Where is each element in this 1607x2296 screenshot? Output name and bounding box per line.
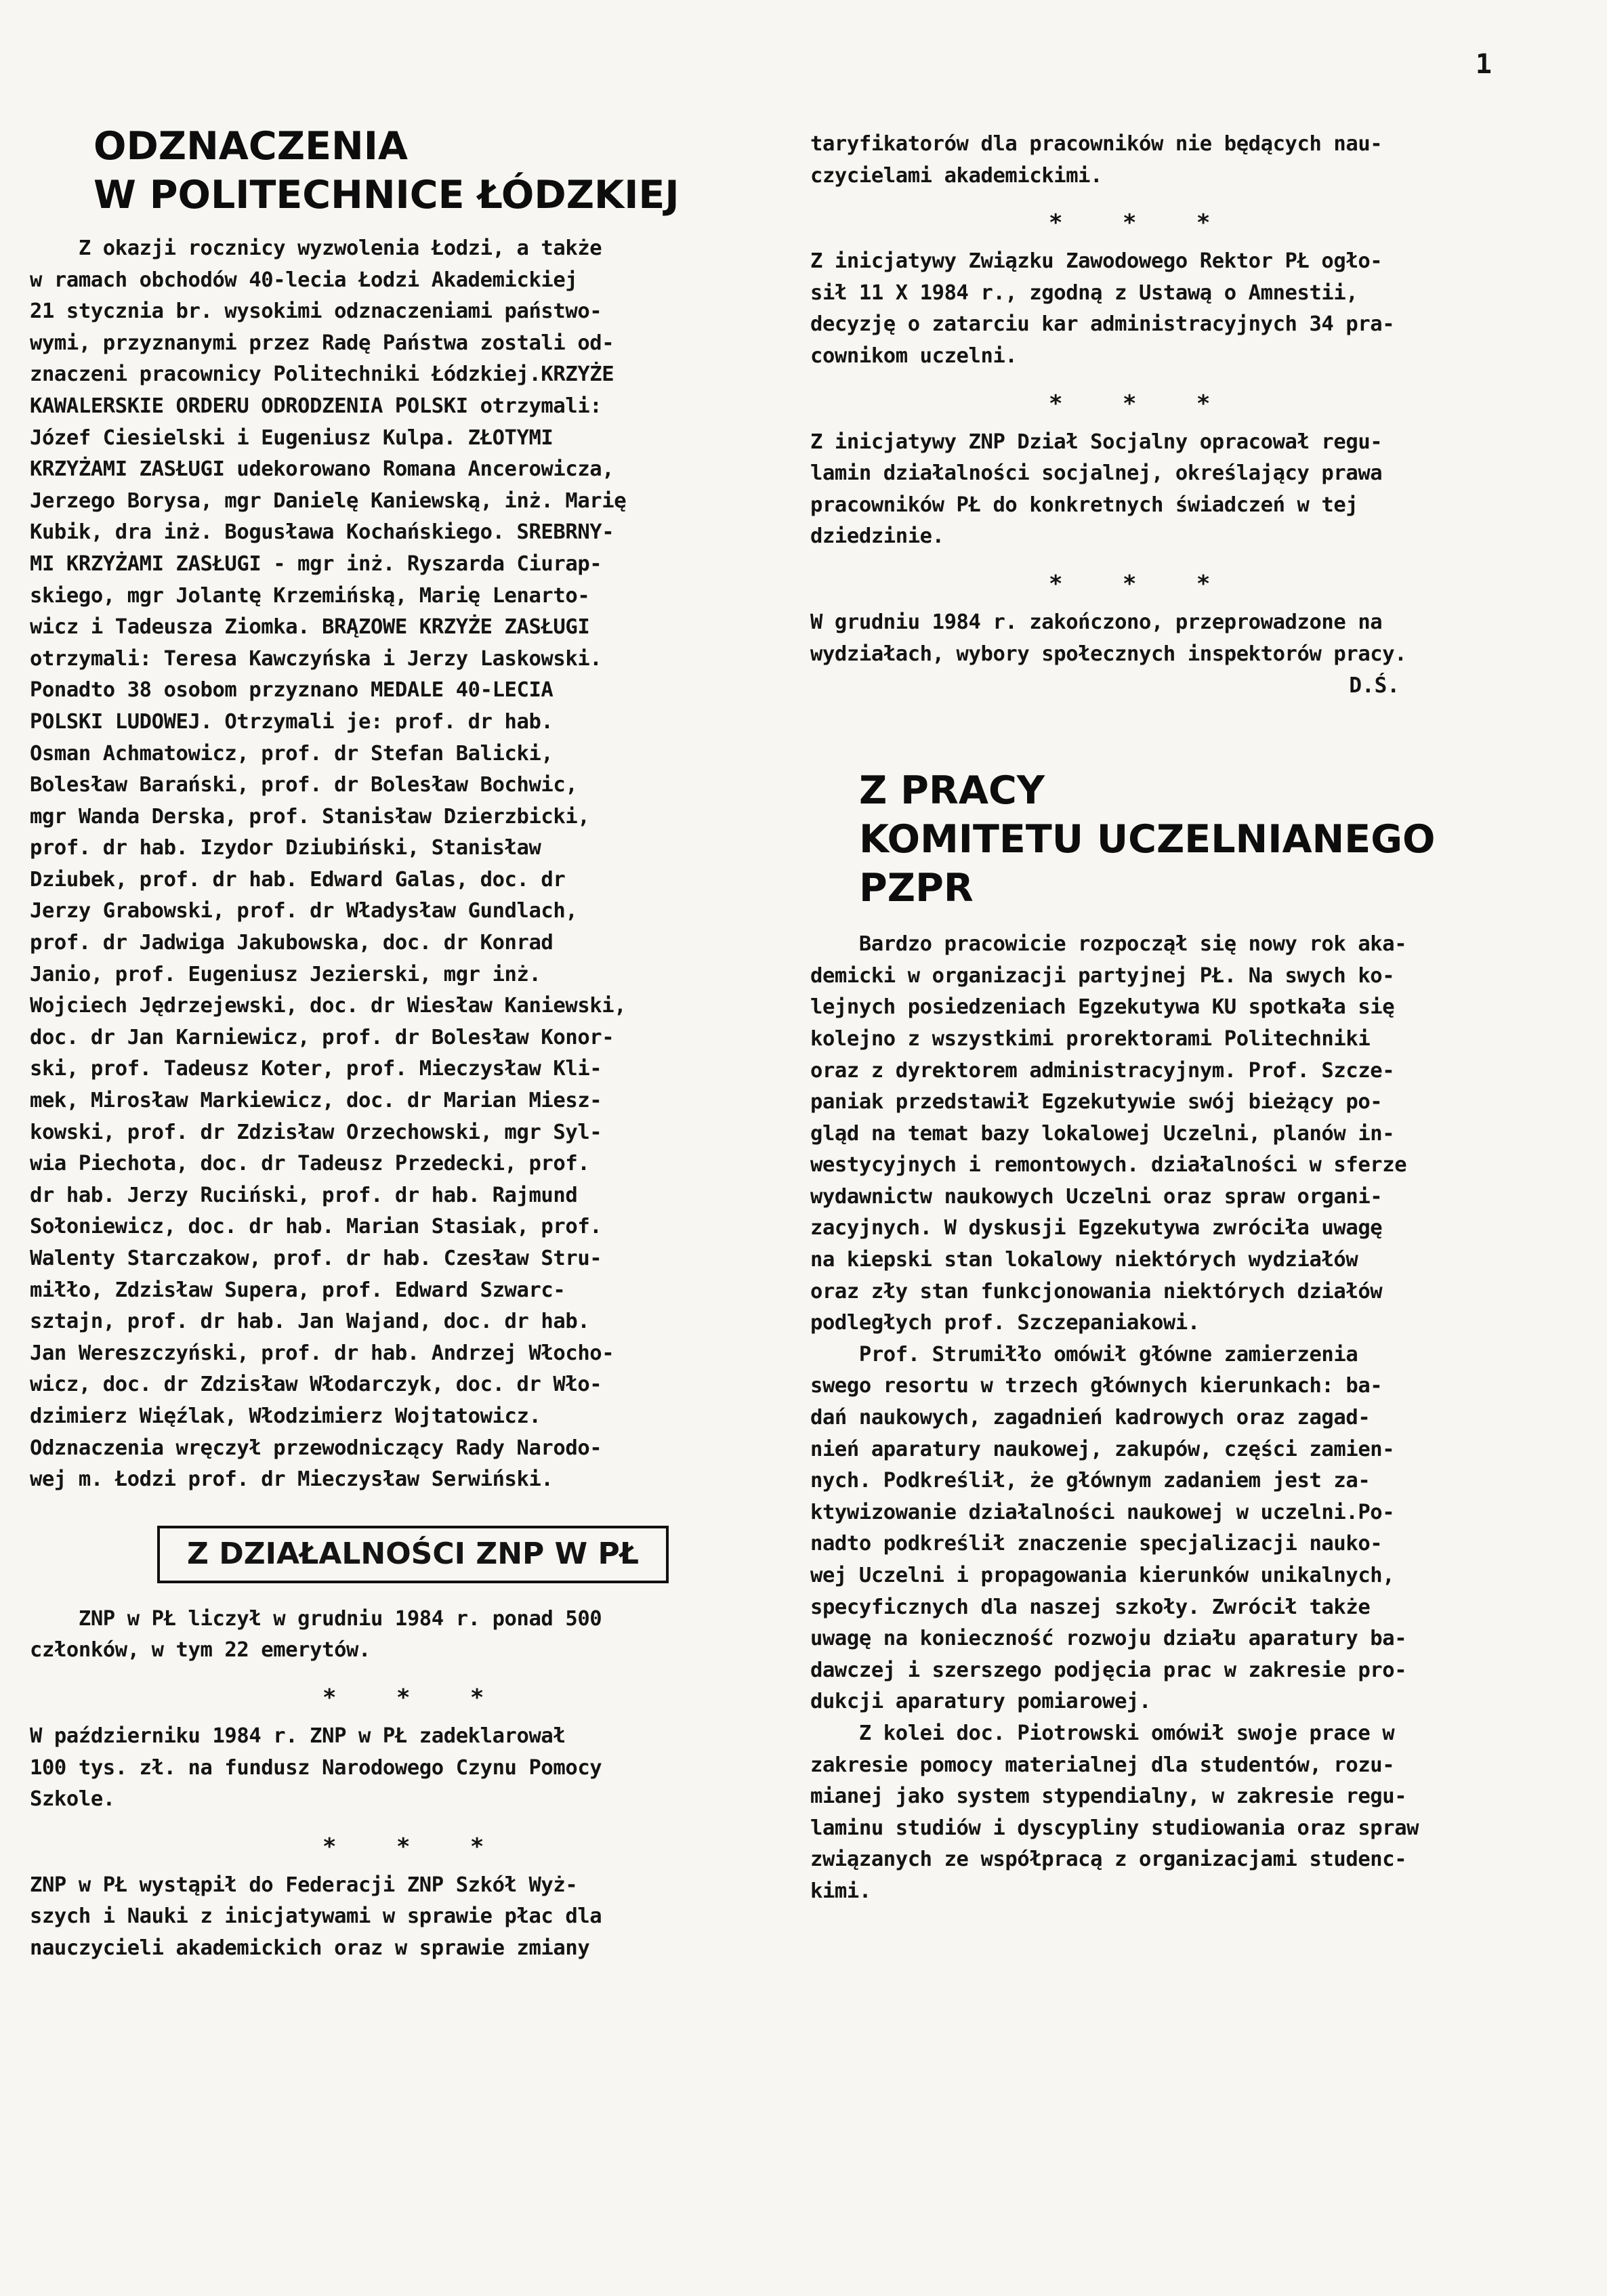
text-line: zacyjnych. W dyskusji Egzekutywa zwróciła uwagę: [810, 1216, 1383, 1240]
text-line: KAWALERSKIE ORDERU ODRODZENIA POLSKI otrzymali:: [30, 394, 602, 418]
text-line: znaczeni pracownicy Politechniki Łódzkiej.KRZYŻE: [30, 362, 614, 387]
text-line: Wojciech Jędrzejewski, doc. dr Wiesław Kaniewski,: [30, 994, 627, 1018]
left-column: [30, 122, 734, 1965]
text-line: Z okazji rocznicy wyzwolenia Łodzi, a także: [30, 236, 602, 260]
text-line: Z inicjatywy ZNP Dział Socjalny opracował regu-: [810, 430, 1383, 454]
text-line: Prof. Strumiłło omówił główne zamierzenia: [810, 1342, 1358, 1366]
text-line: na kiepski stan lokalowy niektórych wydziałów: [810, 1248, 1358, 1272]
text-line: ZNP w PŁ liczył w grudniu 1984 r. ponad 500: [30, 1606, 602, 1631]
text-line: westycyjnych i remontowych. działalności w sferze: [810, 1153, 1407, 1177]
text-line: taryfikatorów dla pracowników nie będących nau-: [810, 132, 1383, 156]
znp-paragraph-social: [810, 427, 1501, 553]
text-line: otrzymali: Teresa Kawczyńska i Jerzy Laskowski.: [30, 646, 602, 671]
text-line: Z kolei doc. Piotrowski omówił swoje prace w: [810, 1721, 1395, 1745]
text-line: oraz zły stan funkcjonowania niektórych działów: [810, 1279, 1383, 1303]
text-line: Kubik, dra inż. Bogusława Kochańskiego. SREBRNY-: [30, 520, 614, 545]
text-line: prof. dr hab. Izydor Dziubiński, Stanisław: [30, 836, 541, 860]
title-line: W POLITECHNICE ŁÓDZKIEJ: [93, 173, 680, 217]
text-line: mianej jako system stypendialny, w zakresie regu-: [810, 1784, 1407, 1809]
text-line: ski, prof. Tadeusz Koter, prof. Mieczysław Kli-: [30, 1057, 602, 1081]
text-line: miłło, Zdzisław Supera, prof. Edward Szwarc-: [30, 1278, 566, 1302]
text-line: Walenty Starczakow, prof. dr hab. Czesław Stru-: [30, 1247, 602, 1270]
text-line: lejnych posiedzeniach Egzekutywa KU spotkała się: [810, 995, 1395, 1020]
text-line: paniak przedstawił Egzekutywie swój bieżący po-: [810, 1090, 1383, 1114]
text-line: członków, w tym 22 emerytów.: [30, 1638, 371, 1663]
text-line: W październiku 1984 r. ZNP w PŁ zadeklarował: [30, 1724, 566, 1748]
text-line: uwagę na konieczność rozwoju działu aparatury ba-: [810, 1627, 1407, 1651]
text-line: dań naukowych, zagadnień kadrowych oraz zagad-: [810, 1406, 1371, 1430]
text-line: dukcji aparatury pomiarowej.: [810, 1690, 1151, 1714]
znp-paragraph-donation: [30, 1721, 734, 1816]
title-line: Z PRACY: [859, 768, 1045, 814]
text-line: nadto podkreślił znaczenie specjalizacji nauko-: [810, 1532, 1383, 1556]
text-line: dawczej i szerszego podjęcia prac w zakresie pro-: [810, 1658, 1407, 1682]
text-line: decyzję o zatarciu kar administracyjnych 34 pra-: [810, 312, 1395, 337]
text-line: ktywizowanie działalności naukowej w uczelni.Po-: [810, 1500, 1395, 1524]
text-line: prof. dr Jadwiga Jakubowska, doc. dr Konrad: [30, 931, 554, 955]
text-line: MI KRZYŻAMI ZASŁUGI - mgr inż. Ryszarda Ciurap-: [30, 551, 602, 576]
title-line: PZPR: [859, 866, 974, 911]
text-line: nauczycieli akademickich oraz w sprawie zmiany: [30, 1936, 590, 1960]
text-line: sił 11 X 1984 r., zgodną z Ustawą o Amnestii,: [810, 280, 1358, 305]
text-line: Z inicjatywy Związku Zawodowego Rektor PŁ ogło-: [810, 249, 1383, 274]
article-body-odznaczenia: [30, 233, 734, 1496]
text-line: wymi, przyznanymi przez Radę Państwa zostali od-: [30, 331, 614, 355]
znp-paragraph-federation: [30, 1870, 734, 1965]
text-line: nych. Podkreślił, że głównym zadaniem jest za-: [810, 1469, 1371, 1493]
text-line: w ramach obchodów 40-lecia Łodzi Akademickiej: [30, 268, 578, 292]
article-title-odznaczenia: [93, 122, 734, 220]
text-line: gląd na temat bazy lokalowej Uczelni, planów in-: [810, 1121, 1395, 1146]
text-line: Ponadto 38 osobom przyznano MEDALE 40-LECIA: [30, 678, 554, 703]
text-line: wydziałach, wybory społecznych inspektorów pracy.: [810, 642, 1407, 666]
section-title-znp: Z DZIAŁALNOŚCI ZNP W PŁ: [157, 1526, 669, 1583]
right-column: [810, 129, 1501, 1908]
text-line: 100 tys. zł. na fundusz Narodowego Czynu Pomocy: [30, 1755, 602, 1780]
text-line: mek, Mirosław Markiewicz, doc. dr Marian Miesz-: [30, 1089, 602, 1113]
section-separator-stars: * * *: [322, 1684, 507, 1711]
text-line: POLSKI LUDOWEJ. Otrzymali je: prof. dr hab.: [30, 709, 554, 734]
text-line: wicz, doc. dr Zdzisław Włodarczyk, doc. dr Wło-: [30, 1373, 602, 1397]
text-line: laminu studiów i dyscypliny studiowania oraz spraw: [810, 1816, 1419, 1840]
text-line: doc. dr Jan Karniewicz, prof. dr Bolesław Konor-: [30, 1025, 614, 1049]
page-number: 1: [1475, 49, 1492, 80]
text-line: ZNP w PŁ wystąpił do Federacji ZNP Szkół Wyż-: [30, 1873, 578, 1897]
text-line: dzimierz Więźlak, Włodzimierz Wojtatowicz.: [30, 1404, 541, 1428]
text-line: Janio, prof. Eugeniusz Jezierski, mgr inż.: [30, 962, 541, 986]
article-body-komitet: [810, 929, 1501, 1907]
text-line: szych i Nauki z inicjatywami w sprawie płac dla: [30, 1904, 602, 1929]
text-line: kowski, prof. dr Zdzisław Orzechowski, mgr Syl-: [30, 1120, 602, 1144]
text-line: oraz z dyrektorem administracyjnym. Prof. Szcze-: [810, 1058, 1395, 1083]
text-line: nień aparatury naukowej, zakupów, części zamien-: [810, 1437, 1395, 1461]
text-line: demicki w organizacji partyjnej PŁ. Na swych ko-: [810, 963, 1395, 988]
text-line: wicz i Tadeusza Ziomka. BRĄZOWE KRZYŻE ZASŁUGI: [30, 615, 590, 640]
text-line: czycielami akademickimi.: [810, 163, 1103, 188]
article-title-komitet: [859, 766, 1501, 913]
text-line: Odznaczenia wręczył przewodniczący Rady Narodo-: [30, 1436, 602, 1460]
section-separator-stars: * * *: [1049, 570, 1234, 598]
text-line: wej m. Łodzi prof. dr Mieczysław Serwiński.: [30, 1467, 554, 1492]
text-line: Jerzy Grabowski, prof. dr Władysław Gundlach,: [30, 899, 578, 923]
title-line: KOMITETU UCZELNIANEGO: [859, 817, 1436, 862]
text-line: KRZYŻAMI ZASŁUGI udekorowano Romana Ancerowicza,: [30, 457, 614, 482]
text-line: cownikom uczelni.: [810, 343, 1018, 368]
text-line: dziedzinie.: [810, 524, 944, 549]
text-line: Dziubek, prof. dr hab. Edward Galas, doc. dr: [30, 867, 566, 892]
text-line: dr hab. Jerzy Ruciński, prof. dr hab. Rajmund: [30, 1183, 578, 1207]
author-signature: D.Ś.: [1349, 673, 1400, 698]
text-line: lamin działalności socjalnej, określający prawa: [810, 461, 1383, 486]
text-line: Bardzo pracowicie rozpoczął się nowy rok aka-: [810, 932, 1407, 957]
text-line: Józef Ciesielski i Eugeniusz Kulpa. ZŁOTYMI: [30, 425, 554, 450]
text-line: skiego, mgr Jolantę Krzemińską, Marię Lenarto-: [30, 583, 590, 608]
text-line: Szkole.: [30, 1787, 115, 1812]
text-line: związanych ze współpracą z organizacjami studenc-: [810, 1848, 1407, 1872]
text-line: Sołoniewicz, doc. dr hab. Marian Stasiak, prof.: [30, 1215, 602, 1239]
text-line: swego resortu w trzech głównych kierunkach: ba-: [810, 1374, 1383, 1398]
text-line: mgr Wanda Derska, prof. Stanisław Dzierzbicki,: [30, 804, 590, 829]
text-line: kimi.: [810, 1879, 871, 1903]
znp-paragraph-continuation: [810, 129, 1501, 192]
text-line: Osman Achmatowicz, prof. dr Stefan Balicki,: [30, 741, 554, 766]
text-line: wia Piechota, doc. dr Tadeusz Przedecki, prof.: [30, 1152, 590, 1176]
text-line: zakresie pomocy materialnej dla studentów, rozu-: [810, 1753, 1395, 1777]
text-line: Jan Wereszczyński, prof. dr hab. Andrzej Włocho-: [30, 1341, 614, 1365]
znp-paragraph-inspectors: [810, 607, 1501, 670]
text-line: Bolesław Barański, prof. dr Bolesław Bochwic,: [30, 773, 578, 797]
text-line: specyficznych dla naszej szkoły. Zwrócił także: [810, 1595, 1371, 1619]
text-line: Jerzego Borysa, mgr Danielę Kaniewską, inż. Marię: [30, 488, 627, 513]
title-line: ODZNACZENIA: [93, 124, 409, 169]
text-line: wej Uczelni i propagowania kierunków unikalnych,: [810, 1564, 1395, 1587]
text-line: sztajn, prof. dr hab. Jan Wajand, doc. dr hab.: [30, 1310, 590, 1334]
section-separator-stars: * * *: [1049, 390, 1234, 417]
section-separator-stars: * * *: [1049, 209, 1234, 237]
text-line: podległych prof. Szczepaniakowi.: [810, 1311, 1200, 1335]
text-line: pracowników PŁ do konkretnych świadczeń w tej: [810, 493, 1358, 517]
text-line: wydawnictw naukowych Uczelni oraz spraw organi-: [810, 1184, 1383, 1209]
znp-paragraph-members: [30, 1604, 734, 1667]
text-line: kolejno z wszystkimi prorektorami Politechniki: [810, 1026, 1371, 1051]
text-line: 21 stycznia br. wysokimi odznaczeniami państwo-: [30, 299, 602, 324]
znp-paragraph-amnesty: [810, 246, 1501, 372]
section-separator-stars: * * *: [322, 1833, 507, 1860]
text-line: W grudniu 1984 r. zakończono, przeprowadzone na: [810, 610, 1383, 634]
